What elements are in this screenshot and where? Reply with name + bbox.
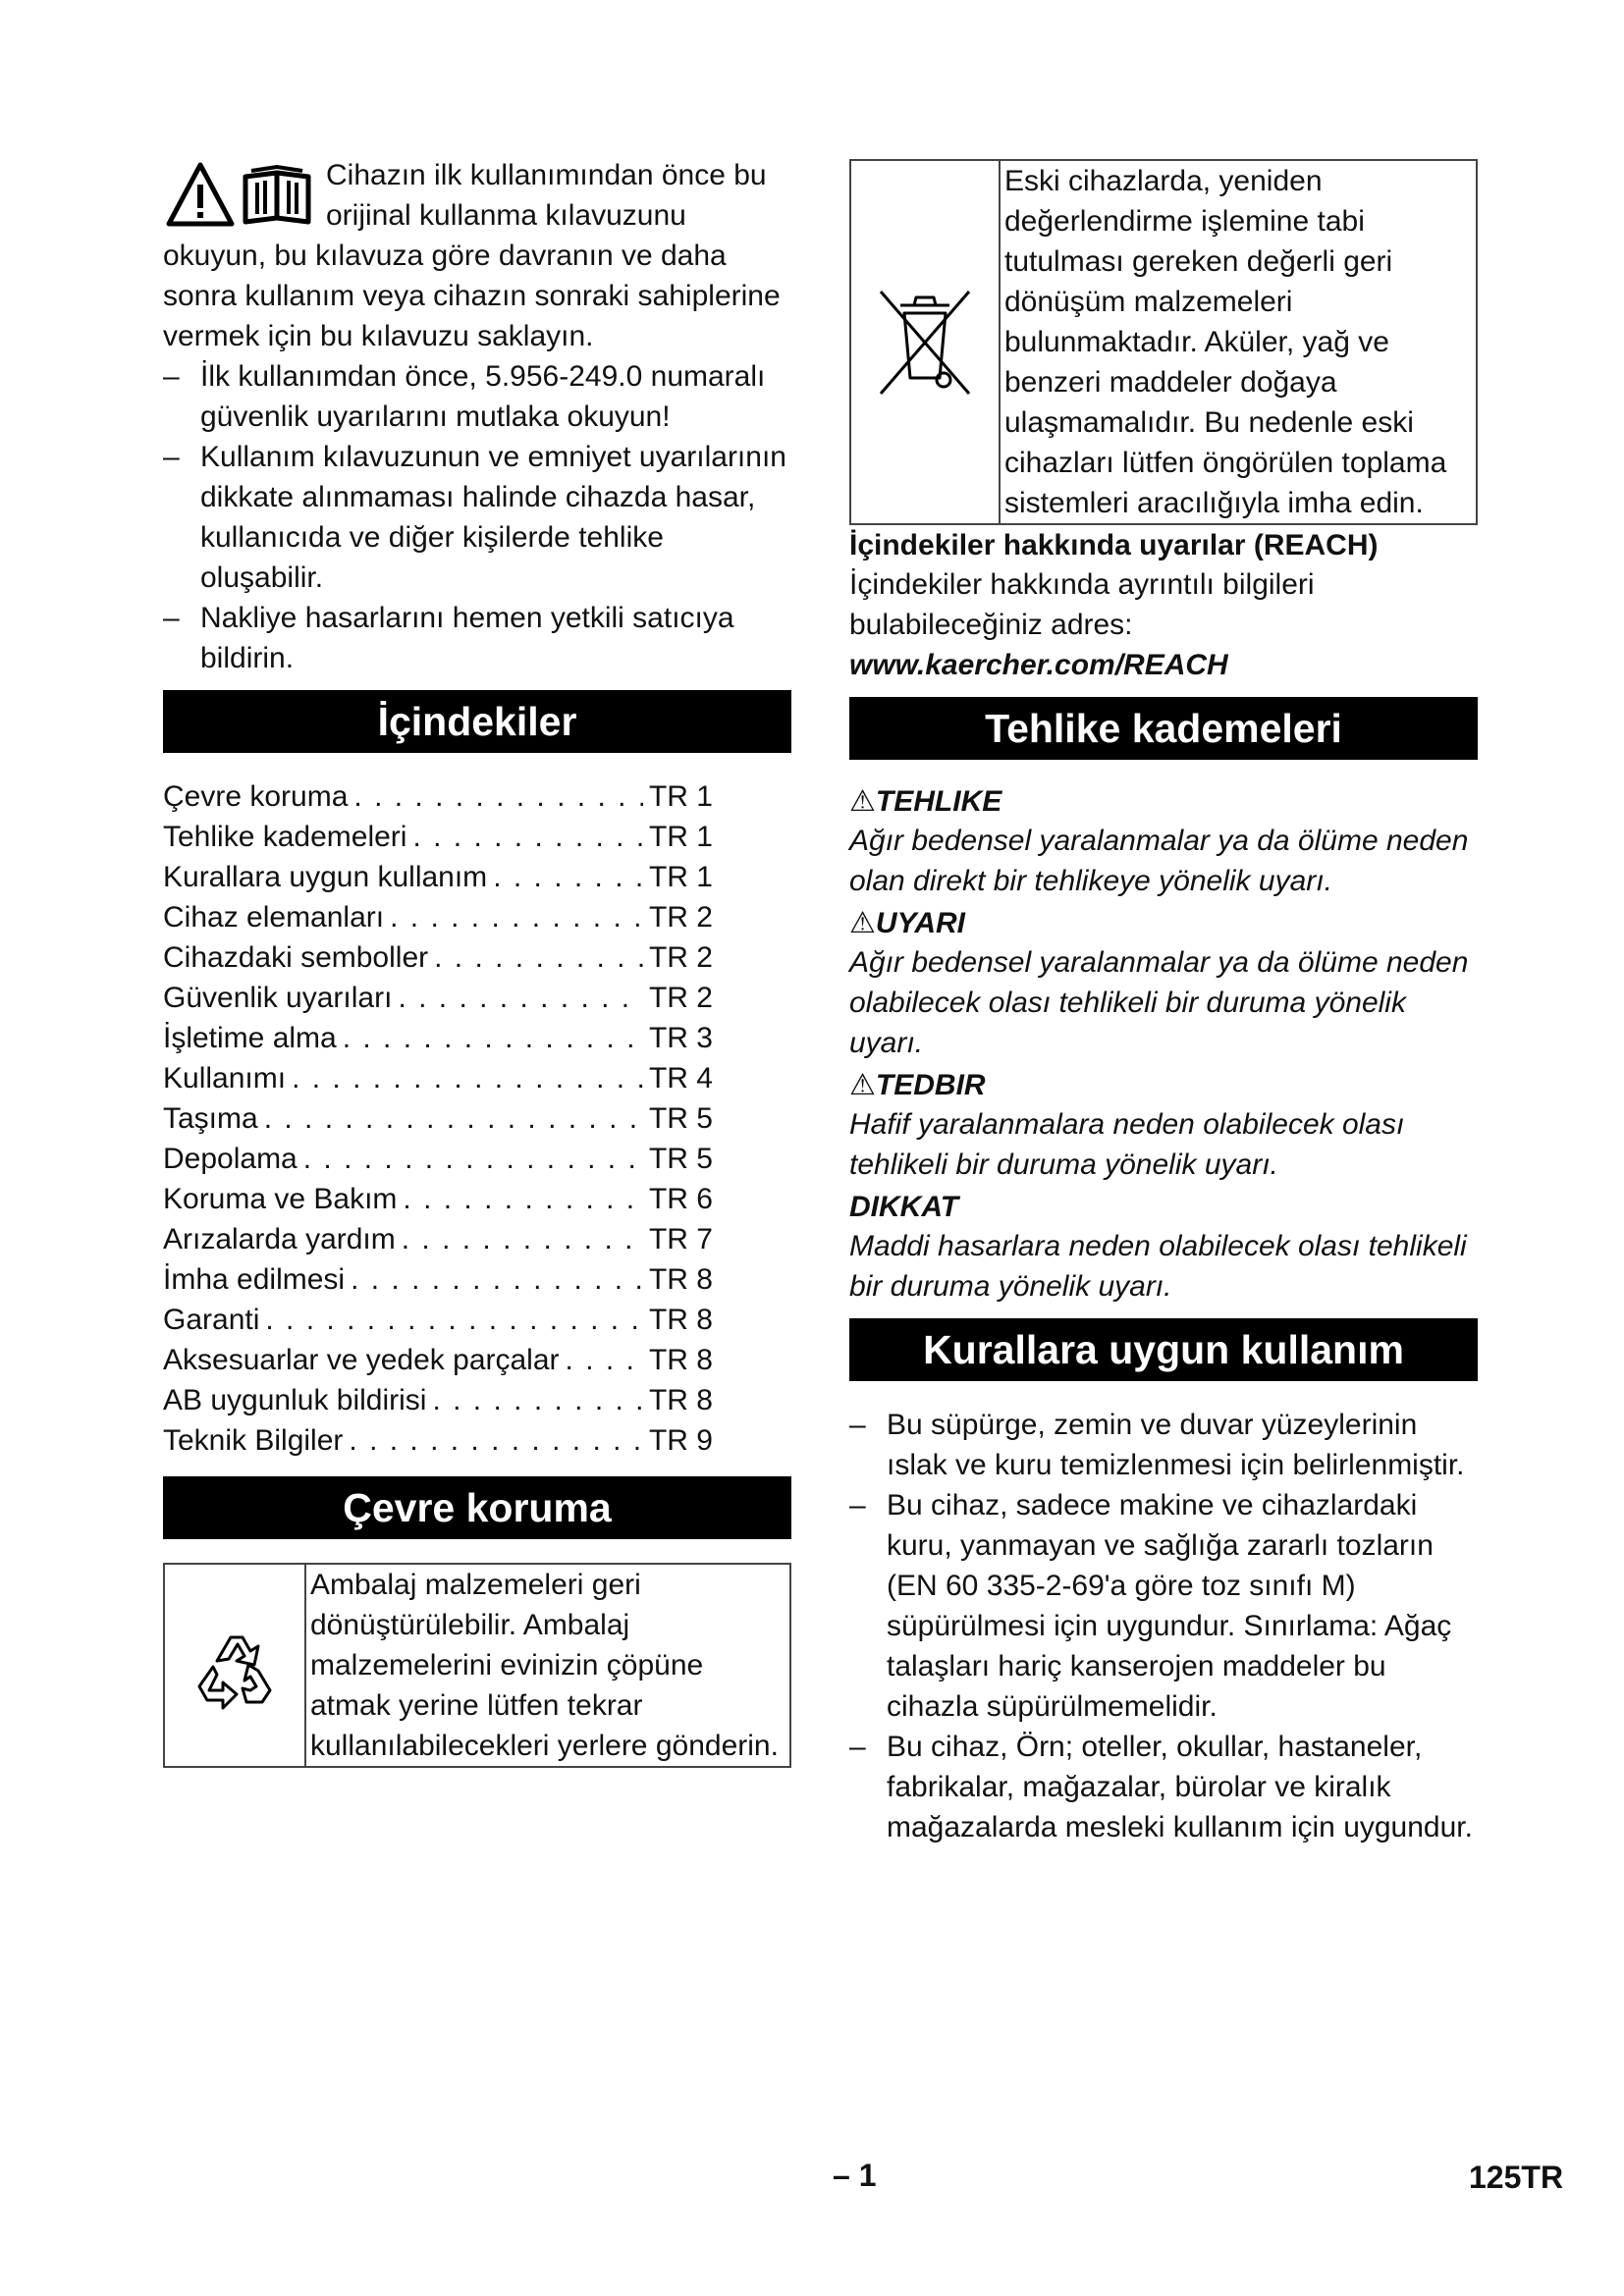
toc-entry[interactable]: Kullanımı . . . TR 4 [163, 1058, 713, 1098]
toc-entry[interactable]: Çevre koruma . . . TR 1 [163, 776, 713, 817]
toc-entry[interactable]: Teknik Bilgiler . . . TR 9 [163, 1420, 713, 1461]
hazard-levels-heading: Tehlike kademeleri [849, 697, 1478, 760]
toc-entry[interactable]: Arızalarda yardım . . . TR 7 [163, 1219, 713, 1259]
left-column [163, 155, 791, 1768]
toc-entry[interactable]: Garanti . . . TR 8 [163, 1300, 713, 1340]
signal-text-warning: Ağır bedensel yaralanmalar ya da ölüme neden olabilecek olası tehlikeli bir duruma yönelik uyarı. [849, 946, 1469, 1059]
toc-entry[interactable]: Kurallara uygun kullanım . . . TR 1 [163, 857, 713, 897]
list-item: – Nakliye hasarlarını hemen yetkili satıcıya bildirin. [163, 602, 734, 674]
warning-triangle-icon: ⚠ [849, 1069, 876, 1101]
list-item: – Bu süpürge, zemin ve duvar yüzeylerinin ıslak ve kuru temizlenmesi için belirlenmiştir. [849, 1409, 1465, 1481]
intro-section [163, 155, 791, 678]
intended-use-list [849, 1405, 1478, 1847]
signal-word-warning: ⚠UYARI [849, 907, 966, 939]
toc-entry[interactable]: Cihaz elemanları . . . TR 2 [163, 897, 713, 937]
list-item: – Kullanım kılavuzunun ve emniyet uyarılarının dikkate alınmaması halinde cihazda hasar, kullanıcıda ve diğer kişilerde tehlike oluşabilir. [163, 441, 786, 594]
intro-text: Cihazın ilk kullanımından önce bu orijinal kullanma kılavuzunu okuyun, bu kılavuza göre davranın ve daha sonra kullanım veya cihazın sonraki sahiplerine vermek için bu kılavuzu saklayın. [163, 159, 781, 352]
warning-triangle-icon [169, 165, 232, 224]
toc-entry[interactable]: Taşıma . . . TR 5 [163, 1098, 713, 1139]
intended-use-heading: Kurallara uygun kullanım [849, 1318, 1478, 1381]
toc-entry[interactable]: Aksesuarlar ve yedek parçalar . . . TR 8 [163, 1340, 713, 1380]
toc-entry[interactable]: İşletime alma . . . TR 3 [163, 1018, 713, 1058]
signal-word-notice: DIKKAT [849, 1191, 959, 1223]
toc-heading: İçindekiler [163, 690, 791, 753]
disposal-text: Eski cihazlarda, yeniden değerlendirme işlemine tabi tutulması gereken değerli geri dönüşüm malzemeleri bulunmaktadır. Aküler, yağ ve benzeri maddeler doğaya ulaşmamalıdır. Bu nedenle eski cihazları lütfen öngörülen toplama sistemleri aracılığıyla imha edin. [1004, 165, 1447, 519]
right-column [849, 159, 1478, 1847]
toc-entry[interactable]: Depolama . . . TR 5 [163, 1139, 713, 1179]
reach-text: İçindekiler hakkında ayrıntılı bilgileri bulabileceğiniz adres: [849, 568, 1315, 641]
disposal-box [849, 159, 1478, 525]
recycle-icon [186, 1622, 284, 1710]
hazard-levels [849, 783, 1478, 1307]
table-of-contents [163, 776, 713, 1461]
toc-entry[interactable]: AB uygunluk bildirisi . . . TR 8 [163, 1380, 713, 1420]
toc-entry[interactable]: Cihazdaki semboller . . . TR 2 [163, 937, 713, 978]
toc-entry[interactable]: Koruma ve Bakım . . . TR 6 [163, 1179, 713, 1219]
list-item: – Bu cihaz, Örn; oteller, okullar, hastaneler, fabrikalar, mağazalar, bürolar ve kiralık mağazalarda mesleki kullanım için uygundur. [849, 1731, 1473, 1843]
intro-bullet-list [163, 356, 791, 678]
toc-entry[interactable]: Tehlike kademeleri . . . TR 1 [163, 817, 713, 857]
list-item: – İlk kullanımdan önce, 5.956-249.0 numaralı güvenlik uyarılarını mutlaka okuyun! [163, 360, 766, 433]
warning-triangle-icon: ⚠ [849, 907, 876, 939]
environment-heading: Çevre koruma [163, 1476, 791, 1539]
packaging-recycle-box [163, 1563, 791, 1768]
crossed-out-wheelie-bin-icon [871, 284, 979, 401]
page-code: 125TR [1469, 2160, 1564, 2195]
reach-title: İçindekiler hakkında uyarılar (REACH) [849, 529, 1379, 561]
toc-entry[interactable]: İmha edilmesi . . . TR 8 [163, 1259, 713, 1300]
signal-word-caution: ⚠TEDBIR [849, 1069, 986, 1101]
page-number: – 1 [833, 2158, 877, 2193]
recycle-icon-cell [165, 1565, 306, 1766]
signal-text-notice: Maddi hasarlara neden olabilecek olası tehlikeli bir duruma yönelik uyarı. [849, 1230, 1467, 1303]
signal-word-danger: ⚠TEHLIKE [849, 785, 1002, 818]
crossed-bin-icon-cell [851, 161, 1001, 523]
list-item: – Bu cihaz, sadece makine ve cihazlardaki kuru, yanmayan ve sağlığa zararlı tozların (EN 60 335-2-69'a göre toz sınıfı M) süpürülmesi için uygundur. Sınırlama: Ağaç talaşları hariç kanserojen maddeler bu cihazla süpürülmemelidir. [849, 1489, 1452, 1723]
reach-link[interactable]: www.kaercher.com/REACH [849, 649, 1228, 681]
warning-triangle-icon: ⚠ [849, 785, 876, 818]
signal-text-caution: Hafif yaralanmalara neden olabilecek olası tehlikeli bir duruma yönelik uyarı. [849, 1108, 1405, 1181]
packaging-text: Ambalaj malzemeleri geri dönüştürülebilir. Ambalaj malzemelerini evinizin çöpüne atmak yerine lütfen tekrar kullanılabilecekleri yerlere gönderin. [310, 1569, 779, 1762]
signal-text-danger: Ağır bedensel yaralanmalar ya da ölüme neden olan direkt bir tehlikeye yönelik uyarı. [849, 825, 1469, 897]
intro-icons [163, 157, 318, 230]
toc-entry[interactable]: Güvenlik uyarıları . . . TR 2 [163, 978, 713, 1018]
manual-book-icon [245, 167, 308, 222]
